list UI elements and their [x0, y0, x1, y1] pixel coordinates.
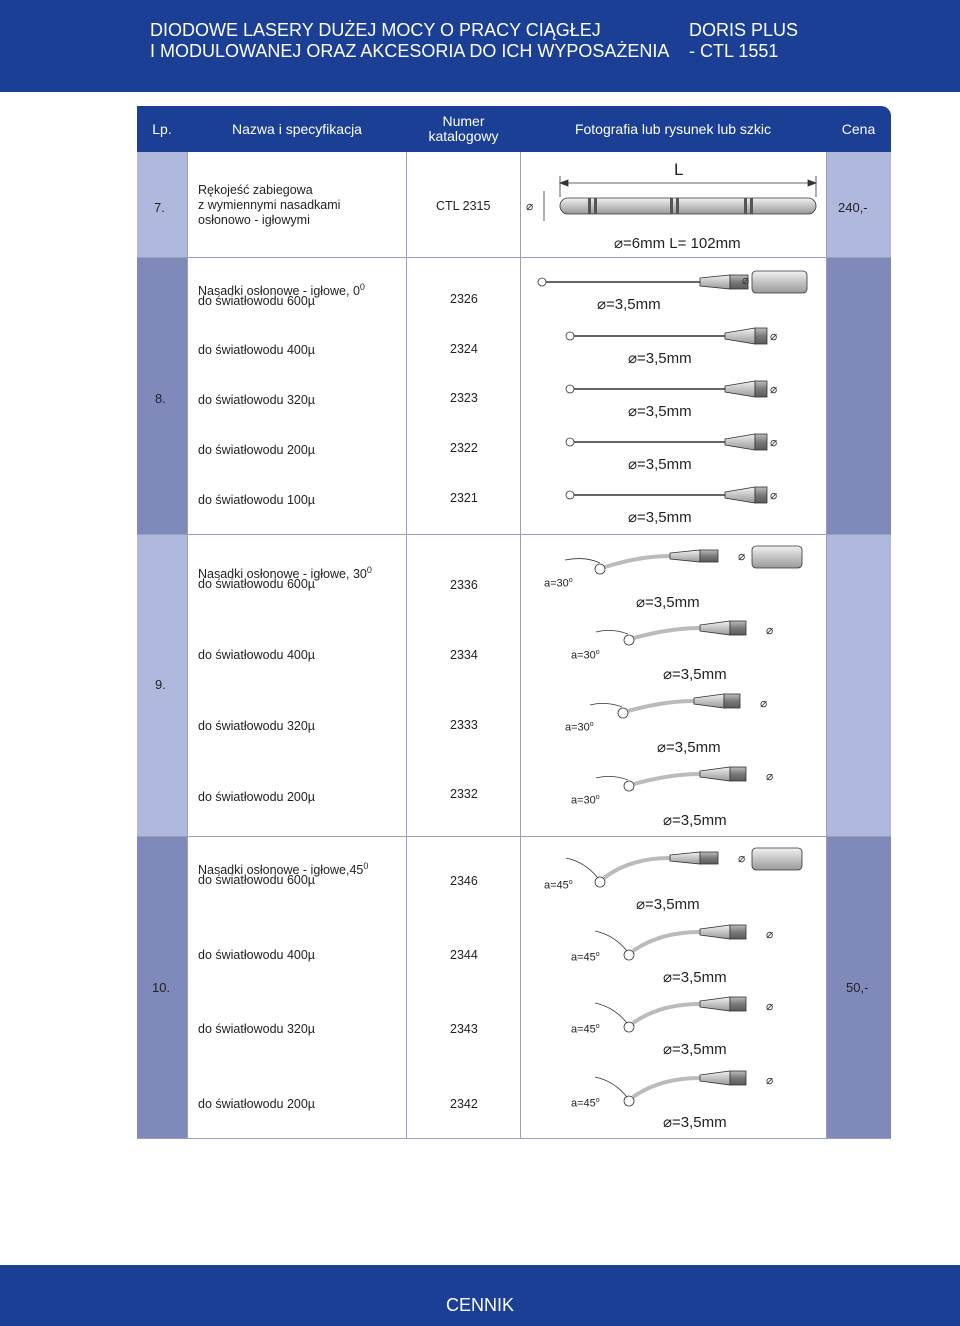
row10-item-catalog: 2342: [450, 1097, 478, 1111]
row10-angle: $a=45^o$: [571, 1097, 600, 1110]
row9-item-name: do światłowodu 320µ: [198, 719, 315, 733]
diameter-symbol: ⌀: [663, 1114, 673, 1131]
row10-angle-value: a=45: [571, 1097, 596, 1110]
row8-item-dim-value: =3,5mm: [637, 509, 692, 526]
row9-angle-value: a=30: [571, 649, 596, 662]
row7-price: 240,-: [838, 200, 868, 215]
row8-item-name: do światłowodu 600µ: [198, 294, 315, 308]
row10-angle-value: a=45: [571, 951, 596, 964]
diameter-symbol: ⌀: [636, 594, 646, 611]
svg-text:⌀: ⌀: [770, 382, 778, 396]
row10-item-name: do światłowodu 320µ: [198, 1022, 315, 1036]
row8-item-dim-value: =3,5mm: [606, 296, 661, 313]
svg-text:⌀: ⌀: [766, 623, 774, 637]
row9-item-name: do światłowodu 400µ: [198, 648, 315, 662]
row9-angle: $a=30^o$: [544, 577, 573, 590]
row7-dims: =6mm L= 102mm: [623, 235, 741, 252]
row8-item-dim-value: =3,5mm: [637, 403, 692, 420]
row10-angle-value: a=45: [571, 1023, 596, 1036]
row7-catalog: CTL 2315: [436, 199, 491, 213]
curved-tip-drawing-45-400: [595, 925, 773, 960]
row10-item-catalog: 2346: [450, 874, 478, 888]
row9-angle: $a=30^o$: [571, 794, 600, 807]
row10-item-catalog: 2343: [450, 1022, 478, 1036]
row9-item-catalog: 2334: [450, 648, 478, 662]
col-photo: Fotografia lub rysunek lub szkic: [574, 120, 772, 137]
row10-item-dim-value: =3,5mm: [645, 896, 700, 913]
col-number-line-1: Numer: [442, 113, 485, 129]
row9-item-dim-value: =3,5mm: [672, 812, 727, 829]
product-line-2: - CTL 1551: [689, 41, 779, 61]
diameter-symbol: ⌀: [614, 235, 624, 252]
svg-text:⌀: ⌀: [770, 488, 778, 502]
row8-title-sup: 0: [359, 282, 365, 292]
row8-item-catalog: 2324: [450, 342, 478, 356]
row8-item-catalog: 2321: [450, 491, 478, 505]
curved-tip-drawing-30-320: [590, 694, 767, 718]
svg-text:⌀: ⌀: [738, 851, 746, 865]
row9-lp: 9.: [155, 677, 166, 692]
curved-tip-drawing-30-400: [596, 621, 773, 645]
col-lp: Lp.: [152, 120, 172, 137]
row8-item-catalog: 2323: [450, 391, 478, 405]
row9-title-text: Nasadki osłonowe - igłowe, 30: [198, 567, 367, 582]
title-line-1: DIODOWE LASERY DUŻEJ MOCY O PRACY CIĄGŁEJ: [150, 20, 601, 40]
row9-angle-value: a=30: [571, 794, 596, 807]
row10-item-name: do światłowodu 200µ: [198, 1097, 315, 1111]
diameter-symbol: ⌀: [597, 296, 607, 313]
straight-tip-drawing-200: [566, 434, 777, 450]
svg-text:⌀: ⌀: [770, 329, 778, 343]
straight-tip-drawing-100: [566, 487, 777, 503]
row9-angle-value: a=30: [544, 577, 569, 590]
diameter-symbol: ⌀: [628, 456, 638, 473]
row10-angle: $a=45^o$: [571, 951, 600, 964]
row8-lp: 8.: [155, 391, 166, 406]
handpiece-drawing: [526, 176, 816, 221]
row8-item-dim-value: =3,5mm: [637, 456, 692, 473]
row7-name-line-2: z wymiennymi nasadkami: [198, 198, 341, 212]
diameter-symbol: ⌀: [628, 350, 638, 367]
row10-item-dim-value: =3,5mm: [672, 969, 727, 986]
page-footer: [0, 1265, 960, 1326]
col-name: Nazwa i specyfikacja: [232, 120, 362, 137]
diameter-symbol: ⌀: [663, 969, 673, 986]
row7-name-line-1: Rękojeść zabiegowa: [198, 183, 313, 197]
diameter-symbol: ⌀: [663, 1041, 673, 1058]
diameter-symbol: ⌀: [628, 509, 638, 526]
row9-item-catalog: 2336: [450, 578, 478, 592]
svg-text:⌀: ⌀: [760, 696, 768, 710]
svg-text:⌀: ⌀: [770, 435, 778, 449]
row10-item-dim-value: =3,5mm: [672, 1114, 727, 1131]
svg-text:⌀: ⌀: [742, 273, 750, 287]
curved-tip-drawing-45-600: [566, 848, 802, 887]
row10-item-name: do światłowodu 400µ: [198, 948, 315, 962]
row10-item-name: do światłowodu 600µ: [198, 873, 315, 887]
svg-text:⌀: ⌀: [766, 1073, 774, 1087]
row8-item-name: do światłowodu 100µ: [198, 493, 315, 507]
straight-tip-drawing-320: [566, 381, 777, 397]
diameter-symbol: ⌀: [663, 812, 673, 829]
row9-title-sup: 0: [366, 565, 372, 575]
row9-item-name: do światłowodu 600µ: [198, 577, 315, 591]
row10-item-catalog: 2344: [450, 948, 478, 962]
footer-label: CENNIK: [445, 1295, 514, 1315]
row7-name-line-3: osłonowo - igłowymi: [198, 213, 310, 227]
row9-angle: $a=30^o$: [571, 649, 600, 662]
curved-tip-drawing-30-200: [596, 767, 773, 791]
diameter-symbol: ⌀: [636, 896, 646, 913]
curved-tip-drawing-45-320: [595, 997, 773, 1032]
row9-item-catalog: 2332: [450, 787, 478, 801]
curved-tip-drawing-30-600: [565, 546, 802, 574]
row9-item-name: do światłowodu 200µ: [198, 790, 315, 804]
row7-length-label: L: [674, 160, 684, 179]
row8-item-catalog: 2322: [450, 441, 478, 455]
row9-item-catalog: 2333: [450, 718, 478, 732]
svg-text:⌀: ⌀: [526, 199, 534, 213]
row10-angle-value: a=45: [544, 879, 569, 892]
row9-item-dim-value: =3,5mm: [666, 739, 721, 756]
row8-item-name: do światłowodu 400µ: [198, 343, 315, 357]
row7-lp: 7.: [154, 200, 165, 215]
svg-text:⌀: ⌀: [738, 549, 746, 563]
row10-price: 50,-: [846, 980, 869, 995]
row10-title-text: Nasadki osłonowe - igłowe,45: [198, 863, 364, 878]
straight-tip-drawing-400: [566, 328, 777, 344]
col-price: Cena: [841, 120, 876, 137]
diameter-symbol: ⌀: [628, 403, 638, 420]
row9-item-dim-value: =3,5mm: [672, 666, 727, 683]
row10-item-dim-value: =3,5mm: [672, 1041, 727, 1058]
col-number-line-2: katalogowy: [428, 128, 499, 144]
row8-item-catalog: 2326: [450, 292, 478, 306]
curved-tip-drawing-45-200: [595, 1071, 773, 1106]
row8-item-dim-value: =3,5mm: [637, 350, 692, 367]
title-line-2: I MODULOWANEJ ORAZ AKCESORIA DO ICH WYPOSAŻENIA: [150, 41, 670, 61]
svg-text:⌀: ⌀: [766, 999, 774, 1013]
diameter-symbol: ⌀: [663, 666, 673, 683]
row10-angle: $a=45^o$: [544, 879, 573, 892]
row10-title-sup: 0: [363, 861, 369, 871]
row9-item-dim-value: =3,5mm: [645, 594, 700, 611]
straight-tip-drawing-600: [538, 271, 807, 293]
svg-text:⌀: ⌀: [766, 927, 774, 941]
svg-text:⌀: ⌀: [766, 769, 774, 783]
product-line-1: DORIS PLUS: [689, 20, 799, 40]
diameter-symbol: ⌀: [657, 739, 667, 756]
row9-angle-value: a=30: [565, 721, 590, 734]
row8-title-text: Nasadki osłonowe - igłowe, 0: [198, 284, 360, 299]
row8-item-name: do światłowodu 200µ: [198, 443, 315, 457]
row10-angle: $a=45^o$: [571, 1023, 600, 1036]
row10-lp: 10.: [152, 980, 171, 995]
row9-angle: $a=30^o$: [565, 721, 594, 734]
row8-item-name: do światłowodu 320µ: [198, 393, 315, 407]
